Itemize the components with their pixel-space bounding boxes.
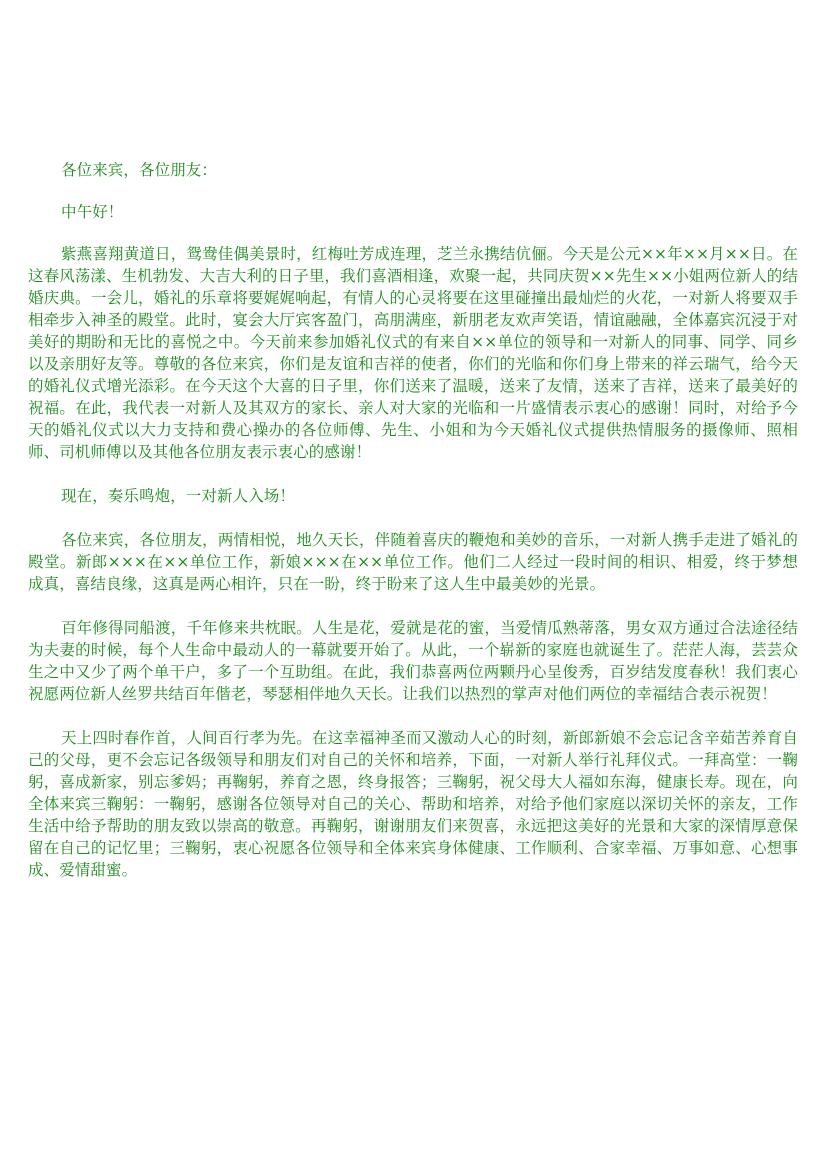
- salutation-line: 中午好！: [61, 203, 124, 221]
- paragraph-couple-intro: 各位来宾，各位朋友，两情相悦，地久天长，伴随着喜庆的鞭炮和美妙的音乐，一对新人携手走进了婚礼的殿堂。新郎×××在××单位工作，新娘×××在××单位工作。他们二人经过一段时间的相识、相爱，终于梦想成真，喜结良缘，这真是两心相许，只在一盼，终于盼来了这人生中最美妙的光景。: [28, 531, 798, 593]
- paragraph-blessing: 百年修得同船渡，千年修来共枕眠。人生是花，爱就是花的蜜，当爱情瓜熟蒂落，男女双方通过合法途径结为夫妻的时候，每个人生命中最动人的一幕就要开始了。从此，一个崭新的家庭也就诞生了。茫茫人海，芸芸众生之中又少了两个单干户，多了一个互助组。在此，我们恭喜两位两颗丹心呈俊秀，百岁结发度春秋！我们衷心祝愿两位新人丝罗共结百年偕老，琴瑟相伴地久天长。让我们以热烈的掌声对他们两位的幸福结合表示祝贺！: [28, 619, 798, 703]
- document-body: [28, 159, 798, 903]
- paragraph-entrance: 现在，奏乐鸣炮，一对新人入场！: [61, 487, 296, 505]
- paragraph-opening: 紫燕喜翔黄道日，鸳鸯佳偶美景时，红梅吐芳成连理，芝兰永携结伉俪。今天是公元××年××月××日。在这春风荡漾、生机勃发、大吉大利的日子里，我们喜酒相逢，欢聚一起，共同庆贺××先生××小姐两位新人的结婚庆典。一会儿，婚礼的乐章将要娓娓响起，有情人的心灵将要在这里碰撞出最灿烂的火花，一对新人将要双手相牵步入神圣的殿堂。此时，宴会大厅宾客盈门，高朋满座，新朋老友欢声笑语，情谊融融，全体嘉宾沉浸于对美好的期盼和无比的喜悦之中。今天前来参加婚礼仪式的有来自××单位的领导和一对新人的同事、同学、同乡以及亲朋好友等。尊敬的各位来宾，你们是友谊和吉祥的使者，你们的光临和你们身上带来的祥云瑞气，给今天的婚礼仪式增光添彩。在今天这个大喜的日子里，你们送来了温暖，送来了友情，送来了吉祥，送来了最美好的祝福。在此，我代表一对新人及其双方的家长、亲人对大家的光临和一片盛情表示衷心的感谢！同时，对给予今天的婚礼仪式以大力支持和费心操办的各位师傅、先生、小姐和为今天婚礼仪式提供热情服务的摄像师、照相师、司机师傅以及其他各位朋友表示衷心的感谢！: [28, 245, 798, 461]
- greeting-line: 各位来宾，各位朋友：: [61, 161, 218, 179]
- paragraph-ceremony: 天上四时春作首，人间百行孝为先。在这幸福神圣而又激动人心的时刻，新郎新娘不会忘记含辛茹苦养育自己的父母，更不会忘记各级领导和朋友们对自己的关怀和培养，下面，一对新人举行礼拜仪式。一拜高堂：一鞠躬，喜成新家，别忘爹妈；再鞠躬，养育之恩，终身报答；三鞠躬，祝父母大人福如东海，健康长寿。现在，向全体来宾三鞠躬：一鞠躬，感谢各位领导对自己的关心、帮助和培养，对给予他们家庭以深切关怀的亲友，工作生活中给予帮助的朋友致以崇高的敬意。再鞠躬，谢谢朋友们来贺喜，永远把这美好的光景和大家的深情厚意保留在自己的记忆里；三鞠躬，衷心祝愿各位领导和全体来宾身体健康、工作顺利、合家幸福、万事如意、心想事成、爱情甜蜜。: [28, 729, 798, 879]
